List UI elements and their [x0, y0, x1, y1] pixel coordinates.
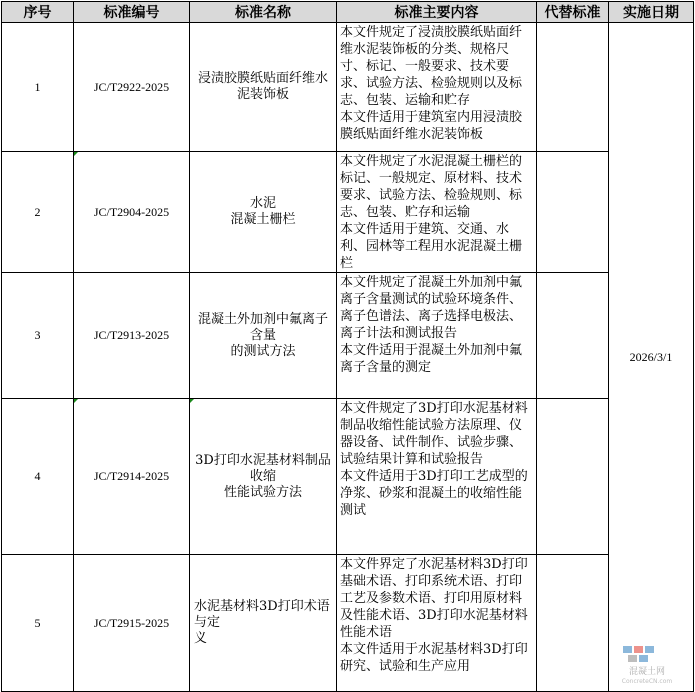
- comment-marker-icon: [74, 152, 78, 156]
- cell-main-content: [337, 399, 537, 555]
- logo-block-icon: [645, 646, 654, 653]
- cell-serial-no: 5: [2, 555, 74, 692]
- cell-replaced-standard: [537, 273, 609, 399]
- cell-replaced-standard: [537, 555, 609, 692]
- cell-serial-no: 1: [2, 23, 74, 152]
- cell-standard-name: [190, 555, 337, 692]
- cell-replaced-standard: [537, 23, 609, 152]
- logo-block-icon: [634, 646, 643, 653]
- header-standard-code: 标准编号: [74, 2, 190, 23]
- standards-table: [1, 1, 694, 692]
- table-row: [2, 555, 694, 692]
- cell-implementation-date: 2026/3/1: [609, 23, 694, 692]
- watermark-subtext: ConcreteCN.com: [621, 678, 673, 685]
- watermark-text: 混凝土网: [628, 667, 666, 677]
- comment-marker-icon: [74, 399, 78, 403]
- cell-standard-code: [74, 152, 190, 273]
- cell-main-content: [337, 555, 537, 692]
- cell-replaced-standard: [537, 399, 609, 555]
- standard-name-text: 浸渍胶膜纸贴面纤维水泥装饰板: [197, 71, 328, 102]
- logo-block-icon: [623, 646, 632, 653]
- cell-replaced-standard: [537, 152, 609, 273]
- logo-block-icon: [628, 655, 637, 662]
- main-content-text: 本文件规定了水泥混凝土栅栏的标记、一般规定、原材料、技术要求、试验方法、检验规则、标志、包装、贮存和运输 本文件适用于建筑、交通、水利、园林等工程用水泥混凝土栅栏: [340, 154, 523, 271]
- main-content-text: 本文件规定了3D打印水泥基材料制品收缩性能试验方法原理、仪器设备、试件制作、试验步骤、试验结果计算和试验报告 本文件适用于3D打印工艺成型的净浆、砂浆和混凝土的收缩性能测试: [340, 401, 528, 518]
- cell-standard-name: [190, 152, 337, 273]
- cell-standard-name: [190, 273, 337, 399]
- table-header-row: [2, 2, 694, 23]
- standard-code-text: JC/T2914-2025: [93, 469, 170, 483]
- table-row: [2, 399, 694, 555]
- cell-standard-name: [190, 399, 337, 555]
- header-standard-name: 标准名称: [190, 2, 337, 23]
- cell-standard-code: JC/T2915-2025: [74, 555, 190, 692]
- table-row: [2, 273, 694, 399]
- cell-standard-code: JC/T2922-2025: [74, 23, 190, 152]
- concrete-cn-watermark-logo: [603, 644, 691, 686]
- cell-standard-code: [74, 399, 190, 555]
- table-row: [2, 152, 694, 273]
- cell-standard-name: [190, 23, 337, 152]
- cell-main-content: [337, 23, 537, 152]
- header-serial-no: 序号: [2, 2, 74, 23]
- cell-serial-no: 2: [2, 152, 74, 273]
- header-implementation-date: 实施日期: [609, 2, 694, 23]
- cell-main-content: [337, 273, 537, 399]
- logo-block-icon: [639, 655, 648, 662]
- main-content-text: 本文件界定了水泥基材料3D打印基础术语、打印系统术语、打印工艺及参数术语、打印用原材料及性能术语、3D打印水泥基材料性能术语 本文件适用于水泥基材料3D打印研究、试验和生产应用: [340, 557, 528, 674]
- standard-code-text: JC/T2904-2025: [93, 204, 170, 219]
- standard-name-text: 3D打印水泥基材料制品收缩 性能试验方法: [195, 452, 331, 500]
- table-row: [2, 23, 694, 152]
- cell-standard-code: JC/T2913-2025: [74, 273, 190, 399]
- cell-main-content: [337, 152, 537, 273]
- standard-name-text: 混凝土外加剂中氟离子含量 的测试方法: [197, 311, 328, 359]
- main-content-text: 本文件规定了浸渍胶膜纸贴面纤维水泥装饰板的分类、规格尺寸、标记、一般要求、技术要求、试验方法、检验规则以及标志、包装、运输和贮存 本文件适用于建筑室内用浸渍胶膜纸贴面纤维水泥装饰板: [340, 25, 523, 142]
- main-content-text: 本文件规定了混凝土外加剂中氟离子含量测试的试验环境条件、离子色谱法、离子选择电极法、离子计法和测试报告 本文件适用于混凝土外加剂中氟离子含量的测定: [340, 275, 523, 375]
- standard-name-text: 水泥 混凝土栅栏: [230, 196, 296, 227]
- cell-serial-no: 4: [2, 399, 74, 555]
- cell-serial-no: 3: [2, 273, 74, 399]
- header-main-content: 标准主要内容: [337, 2, 537, 23]
- comment-marker-icon: [190, 399, 194, 403]
- header-replaced-standard: 代替标准: [537, 2, 609, 23]
- standard-name-text: 水泥基材料3D打印术语与定 义: [194, 599, 330, 646]
